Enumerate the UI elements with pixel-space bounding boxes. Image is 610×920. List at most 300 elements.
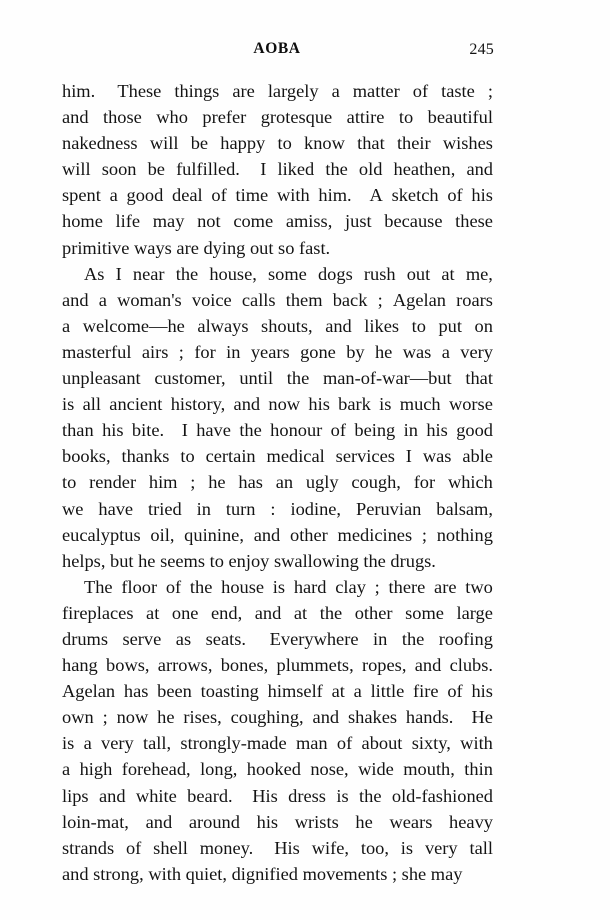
word: very: [424, 837, 458, 858]
word: iodine,: [290, 498, 342, 519]
word: roofing: [438, 628, 493, 649]
text-line: [62, 287, 493, 313]
word: too,: [360, 837, 389, 858]
word: hang: [62, 655, 98, 676]
word: and: [254, 602, 282, 623]
word: the: [175, 263, 199, 284]
text-line: [62, 783, 493, 809]
word: old: [358, 159, 383, 180]
word: own: [62, 707, 94, 728]
text-line: [62, 365, 493, 391]
word: wrists: [294, 811, 339, 832]
word: are: [232, 81, 255, 101]
word: the: [359, 785, 382, 806]
word: man-of-war—but: [322, 368, 452, 389]
text-line: [62, 522, 493, 548]
word: toasting: [200, 681, 259, 702]
word: history,: [170, 394, 226, 415]
word: ;: [421, 524, 427, 545]
text-line: [62, 339, 493, 365]
word: come: [233, 211, 274, 232]
word: just: [345, 211, 372, 232]
word: at: [146, 602, 160, 623]
word: at: [441, 263, 455, 284]
word: matter: [352, 81, 400, 101]
word: and: [233, 394, 261, 415]
word: with: [276, 185, 310, 206]
word: as: [175, 628, 192, 649]
word: bark: [338, 394, 371, 415]
text-line: [62, 130, 493, 156]
word: wishes: [442, 133, 493, 154]
word: some: [405, 602, 444, 623]
word: and: [325, 315, 352, 336]
word: airs: [141, 341, 169, 362]
word: in: [373, 628, 388, 649]
word: of: [336, 733, 353, 754]
word: honour: [270, 420, 323, 441]
word: he: [374, 341, 393, 362]
word: render: [89, 472, 137, 493]
running-head-title: AOBA: [253, 40, 301, 57]
text-line: [62, 261, 493, 287]
word: was: [402, 341, 432, 362]
word: thin: [464, 759, 493, 780]
word: roars: [456, 289, 493, 310]
word: ;: [377, 289, 383, 310]
word: medical: [266, 446, 325, 467]
word: arrows,: [157, 655, 213, 676]
word: masterful: [62, 341, 132, 362]
word: amiss,: [285, 211, 333, 232]
word: His: [252, 785, 278, 806]
word: has: [123, 681, 149, 702]
word: and: [98, 785, 126, 806]
word: which: [447, 472, 493, 493]
word: him.: [318, 185, 361, 206]
word: the: [401, 628, 425, 649]
word: in: [226, 341, 241, 362]
word: being: [354, 420, 396, 441]
word: largely: [267, 81, 319, 101]
word: He: [471, 707, 493, 728]
word: be: [147, 159, 165, 180]
word: shell: [153, 837, 188, 858]
word: now: [268, 394, 301, 415]
word: out: [406, 263, 431, 284]
word: have: [196, 420, 231, 441]
word: I: [115, 263, 122, 284]
word: other: [290, 524, 328, 545]
word: and: [62, 107, 89, 128]
word: medicines: [337, 524, 413, 545]
word: rush: [363, 263, 396, 284]
word: by: [346, 341, 365, 362]
word: sixty,: [411, 733, 451, 754]
word: the: [239, 420, 262, 441]
text-line: [62, 443, 493, 469]
word: of: [165, 576, 182, 597]
word: his: [426, 420, 448, 441]
word: is: [272, 576, 286, 597]
word: near: [132, 263, 165, 284]
text-line: primitive ways are dying out so fast.: [62, 237, 331, 258]
word: home: [62, 211, 103, 232]
word: His: [274, 837, 300, 858]
word: good: [126, 185, 164, 206]
word: one: [171, 602, 199, 623]
word: has: [238, 472, 263, 493]
word: to: [62, 472, 77, 493]
word: ugly: [305, 472, 339, 493]
text-line: [62, 391, 493, 417]
word: oil,: [150, 524, 175, 545]
word: Agelan: [392, 289, 446, 310]
word: a: [441, 341, 450, 362]
word: certain: [205, 446, 256, 467]
word: bows,: [106, 655, 150, 676]
word: than: [62, 420, 94, 441]
word: able: [462, 446, 493, 467]
word: services: [335, 446, 395, 467]
word: I: [181, 420, 188, 441]
word: him: [148, 472, 178, 493]
word: to: [398, 107, 414, 128]
word: tried: [148, 498, 182, 519]
paragraph: [62, 261, 493, 574]
word: Everywhere: [269, 628, 359, 649]
word: house: [221, 576, 265, 597]
word: house,: [209, 263, 257, 284]
word: a: [331, 81, 340, 101]
word: with: [460, 733, 493, 754]
word: end,: [211, 602, 243, 623]
word: customer,: [154, 368, 226, 389]
word: about: [361, 733, 403, 754]
word: beautiful: [427, 107, 493, 128]
word: a: [98, 289, 107, 310]
word: his: [471, 681, 493, 702]
word: their: [396, 133, 431, 154]
word: clay: [335, 576, 366, 597]
word: for: [413, 472, 436, 493]
word: man: [295, 733, 328, 754]
word: and: [62, 289, 89, 310]
word: hard: [293, 576, 327, 597]
word: shouts,: [261, 315, 313, 336]
word: at: [331, 681, 345, 702]
text-line: [62, 469, 493, 495]
word: very: [101, 733, 134, 754]
word: gone: [300, 341, 336, 362]
word: Peruvian: [355, 498, 422, 519]
word: is: [336, 785, 349, 806]
word: who: [156, 107, 188, 128]
word: wide: [358, 759, 394, 780]
word: taste: [441, 81, 475, 101]
word: always: [197, 315, 249, 336]
word: two: [465, 576, 493, 597]
word: high: [79, 759, 113, 780]
word: and: [145, 811, 173, 832]
word: there: [388, 576, 426, 597]
word: and: [312, 707, 340, 728]
word: to: [277, 133, 292, 154]
text-line: [62, 104, 493, 130]
word: dress: [288, 785, 326, 806]
word: will: [62, 159, 91, 180]
word: shakes: [347, 707, 398, 728]
word: quinine,: [184, 524, 244, 545]
word: may: [152, 211, 185, 232]
text-line: [62, 574, 493, 600]
word: old-fashioned: [391, 785, 493, 806]
word: These: [117, 81, 162, 101]
text-line: [62, 78, 493, 104]
text-line: [62, 208, 493, 234]
word: was: [422, 446, 452, 467]
word: not: [197, 211, 221, 232]
word: books,: [62, 446, 111, 467]
word: seats.: [205, 628, 256, 649]
word: his: [256, 811, 279, 832]
word: wife,: [311, 837, 349, 858]
word: plummets,: [276, 655, 354, 676]
word: and: [253, 524, 281, 545]
word: good: [456, 420, 493, 441]
word: coughing,: [230, 707, 304, 728]
word: thanks: [121, 446, 170, 467]
word: large: [456, 602, 493, 623]
word: floor: [121, 576, 158, 597]
word: turn: [225, 498, 256, 519]
word: on: [474, 315, 493, 336]
text-line: [62, 182, 493, 208]
word: much: [399, 394, 441, 415]
text-line: [62, 730, 493, 756]
word: time: [235, 185, 269, 206]
word: he: [157, 707, 175, 728]
word: :: [270, 498, 276, 519]
word: serve: [122, 628, 162, 649]
text-line: and strong, with quiet, dignified movements ; she may: [62, 863, 463, 884]
word: is: [62, 394, 75, 415]
word: in: [403, 420, 418, 441]
word: his: [102, 420, 124, 441]
word: we: [62, 498, 84, 519]
word: rises,: [183, 707, 222, 728]
page-number: 245: [469, 41, 494, 58]
word: all: [82, 394, 101, 415]
word: the: [189, 576, 213, 597]
word: forehead,: [121, 759, 191, 780]
word: I: [260, 159, 267, 180]
word: the: [319, 602, 343, 623]
word: other: [354, 602, 393, 623]
word: strands: [62, 837, 115, 858]
word: hooked: [246, 759, 301, 780]
word: soon: [101, 159, 137, 180]
word: will: [149, 133, 179, 154]
word: and: [414, 655, 442, 676]
word: ;: [487, 81, 493, 101]
word: mouth,: [403, 759, 455, 780]
word: voice: [191, 289, 232, 310]
word: the: [286, 368, 310, 389]
text-line: [62, 704, 493, 730]
word: to: [411, 315, 426, 336]
text-line: [62, 600, 493, 626]
word: himself: [267, 681, 323, 702]
word: is: [400, 837, 414, 858]
word: balsam,: [436, 498, 493, 519]
word: in: [196, 498, 211, 519]
word: ancient: [109, 394, 163, 415]
text-line: helps, but he seems to enjoy swallowing the drugs.: [62, 550, 436, 571]
word: little: [370, 681, 405, 702]
word: likes: [364, 315, 400, 336]
word: ;: [374, 576, 380, 597]
word: at: [293, 602, 308, 623]
word: some: [268, 263, 307, 284]
word: a: [83, 733, 92, 754]
word: is: [62, 733, 75, 754]
word: those: [103, 107, 142, 128]
word: until: [239, 368, 274, 389]
word: drums: [62, 628, 108, 649]
word: ropes,: [361, 655, 407, 676]
word: The: [84, 576, 113, 597]
word: bite.: [131, 420, 174, 441]
word: put: [438, 315, 462, 336]
word: an: [275, 472, 294, 493]
word: a: [62, 315, 71, 336]
word: because: [384, 211, 443, 232]
word: ;: [178, 341, 184, 362]
word: ;: [190, 472, 196, 493]
word: now: [116, 707, 149, 728]
word: a: [353, 681, 362, 702]
word: I: [405, 446, 412, 467]
body-text: [62, 78, 493, 887]
word: that: [357, 133, 385, 154]
word: calls: [241, 289, 276, 310]
word: hands.: [405, 707, 463, 728]
word: tall,: [143, 733, 172, 754]
word: Agelan: [62, 681, 116, 702]
word: deal: [172, 185, 203, 206]
word: happy: [220, 133, 266, 154]
word: are: [434, 576, 457, 597]
word: long,: [200, 759, 238, 780]
word: that: [465, 368, 493, 389]
text-line: [62, 809, 493, 835]
text-line: [62, 313, 493, 339]
word: have: [98, 498, 134, 519]
word: and: [466, 159, 493, 180]
paragraph: [62, 78, 493, 261]
word: of: [211, 185, 227, 206]
word: for: [194, 341, 216, 362]
word: As: [84, 263, 105, 284]
word: woman's: [117, 289, 182, 310]
text-line: [62, 678, 493, 704]
word: his: [308, 394, 330, 415]
word: to: [180, 446, 195, 467]
word: years: [250, 341, 290, 362]
word: bones,: [220, 655, 269, 676]
word: sketch: [391, 185, 439, 206]
word: beard.: [187, 785, 242, 806]
word: him.: [62, 81, 105, 101]
word: of: [412, 81, 429, 101]
word: things: [174, 81, 220, 101]
word: tall: [469, 837, 493, 858]
word: loin-mat,: [62, 811, 129, 832]
word: eucalyptus: [62, 524, 141, 545]
word: back: [332, 289, 368, 310]
word: is: [379, 394, 392, 415]
word: know: [304, 133, 345, 154]
word: his: [471, 185, 493, 206]
word: wears: [389, 811, 433, 832]
word: heavy: [449, 811, 493, 832]
word: liked: [277, 159, 315, 180]
word: white: [135, 785, 177, 806]
word: ;: [102, 707, 108, 728]
text-line: [62, 626, 493, 652]
word: grotesque: [260, 107, 333, 128]
word: strongly-made: [180, 733, 287, 754]
word: me,: [465, 263, 493, 284]
running-header: [62, 40, 492, 62]
word: welcome—he: [82, 315, 185, 336]
word: he: [355, 811, 373, 832]
word: attire: [346, 107, 385, 128]
text-line: [62, 156, 493, 182]
word: them: [285, 289, 323, 310]
word: these: [455, 211, 493, 232]
word: clubs.: [449, 655, 493, 676]
word: life: [115, 211, 141, 232]
word: fireplaces: [62, 602, 134, 623]
word: fulfilled.: [176, 159, 250, 180]
paragraph: [62, 574, 493, 887]
text-line: [62, 756, 493, 782]
word: of: [125, 837, 142, 858]
word: be: [190, 133, 209, 154]
word: of: [330, 420, 346, 441]
word: the: [325, 159, 348, 180]
word: very: [460, 341, 493, 362]
word: he: [208, 472, 226, 493]
word: a: [62, 759, 71, 780]
word: nose,: [310, 759, 349, 780]
text-line: [62, 835, 493, 861]
word: unpleasant: [62, 368, 141, 389]
word: prefer: [202, 107, 247, 128]
word: around: [188, 811, 240, 832]
word: A: [369, 185, 383, 206]
word: lips: [62, 785, 89, 806]
word: money.: [199, 837, 263, 858]
word: a: [109, 185, 118, 206]
word: worse: [448, 394, 493, 415]
text-line: [62, 417, 493, 443]
word: of: [447, 185, 463, 206]
word: spent: [62, 185, 101, 206]
word: cough,: [351, 472, 401, 493]
